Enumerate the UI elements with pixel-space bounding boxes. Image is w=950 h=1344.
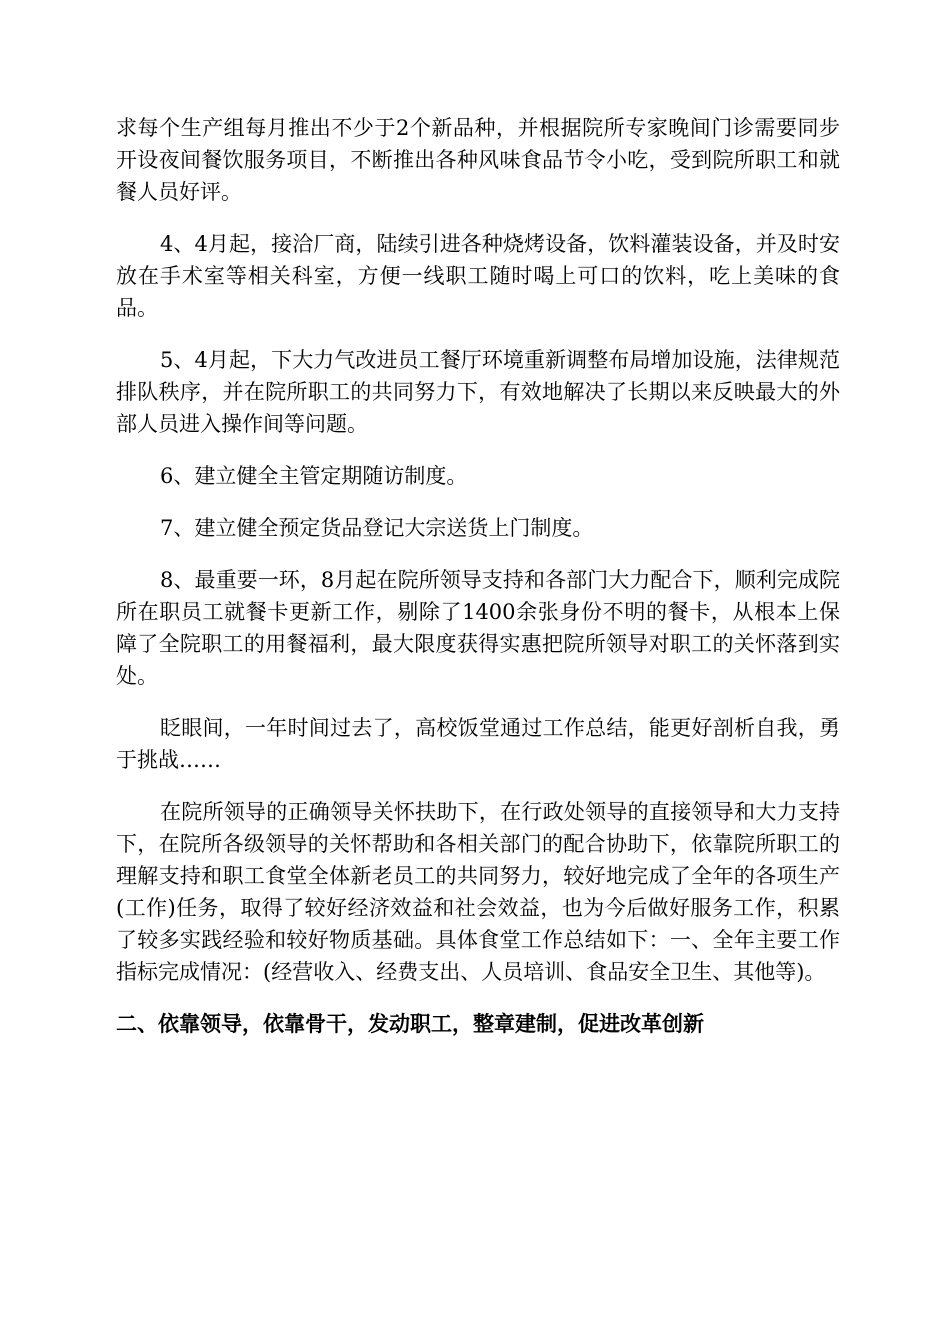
- section-heading: 二、依靠领导，依靠骨干，发动职工，整章建制，促进改革创新: [116, 1012, 704, 1036]
- paragraph-summary: 在院所领导的正确领导关怀扶助下，在行政处领导的直接领导和大力支持下，在院所各级领导的关怀帮助和各相关部门的配合协助下，依靠院所职工的理解支持和职工食堂全体新老员工的共同努力，较好地完成了全年的各项生产(工作)任务，取得了较好经济效益和社会效益，也为今后做好服务工作，积累了较多实践经验和较好物质基础。具体食堂工作总结如下：一、全年主要工作指标完成情况：(经营收入、经费支出、人员培训、食品安全卫生、其他等)。: [116, 800, 840, 984]
- paragraph-continuation: 求每个生产组每月推出不少于2个新品种，并根据院所专家晚间门诊需要同步开设夜间餐饮服务项目，不断推出各种风味食品节令小吃，受到院所职工和就餐人员好评。: [116, 116, 840, 204]
- paragraph-item-8: 8、最重要一环，8月起在院所领导支持和各部门大力配合下，顺利完成院所在职员工就餐卡更新工作，剔除了1400余张身份不明的餐卡，从根本上保障了全院职工的用餐福利，最大限度获得实惠把院所领导对职工的关怀落到实处。: [116, 568, 840, 688]
- paragraph-reflection: 眨眼间，一年时间过去了，高校饭堂通过工作总结，能更好剖析自我，勇于挑战……: [116, 716, 840, 772]
- paragraph-item-6: 6、建立健全主管定期随访制度。: [160, 464, 468, 488]
- document-page: [116, 112, 840, 1040]
- paragraph-item-7: 7、建立健全预定货品登记大宗送货上门制度。: [160, 516, 594, 540]
- paragraph-item-5: 5、4月起，下大力气改进员工餐厅环境重新调整布局增加设施，法律规范排队秩序，并在院所职工的共同努力下，有效地解决了长期以来反映最大的外部人员进入操作间等问题。: [116, 348, 840, 436]
- paragraph-item-4: 4、4月起，接洽厂商，陆续引进各种烧烤设备，饮料灌装设备，并及时安放在手术室等相关科室，方便一线职工随时喝上可口的饮料，吃上美味的食品。: [116, 232, 840, 320]
